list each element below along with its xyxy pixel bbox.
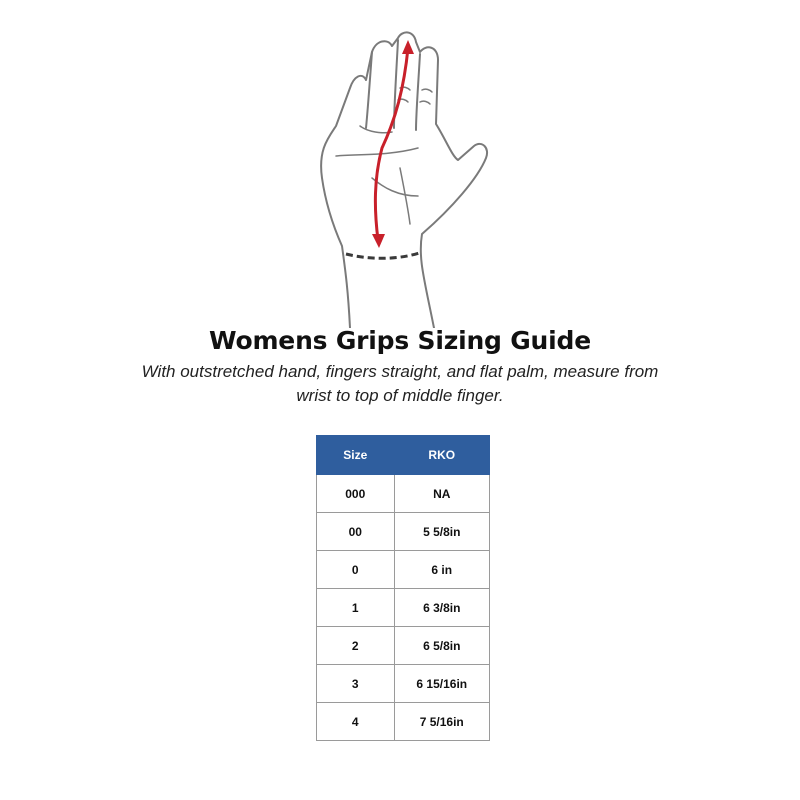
guide-instructions: With outstretched hand, fingers straight, and flat palm, measure from wrist to top of middle finger.	[141, 362, 659, 405]
size-cell: 1	[317, 589, 395, 627]
table-row	[317, 475, 490, 513]
size-chart-table	[316, 435, 490, 741]
table-row	[317, 703, 490, 741]
header-size: Size	[317, 436, 395, 475]
size-cell: 4	[317, 703, 395, 741]
rko-cell: 7 5/16in	[394, 703, 489, 741]
rko-cell: 6 3/8in	[394, 589, 489, 627]
table-header-row	[317, 436, 490, 475]
rko-cell: NA	[394, 475, 489, 513]
size-cell: 00	[317, 513, 395, 551]
rko-cell: 6 in	[394, 551, 489, 589]
table-row	[317, 627, 490, 665]
rko-cell: 6 15/16in	[394, 665, 489, 703]
rko-cell: 6 5/8in	[394, 627, 489, 665]
guide-title: Womens Grips Sizing Guide	[209, 326, 591, 355]
size-cell: 000	[317, 475, 395, 513]
rko-cell: 5 5/8in	[394, 513, 489, 551]
size-cell: 3	[317, 665, 395, 703]
size-cell: 0	[317, 551, 395, 589]
table-row	[317, 551, 490, 589]
table-row	[317, 665, 490, 703]
table-row	[317, 513, 490, 551]
hand-measurement-icon	[300, 28, 500, 328]
header-rko: RKO	[394, 436, 489, 475]
table-row	[317, 589, 490, 627]
size-cell: 2	[317, 627, 395, 665]
